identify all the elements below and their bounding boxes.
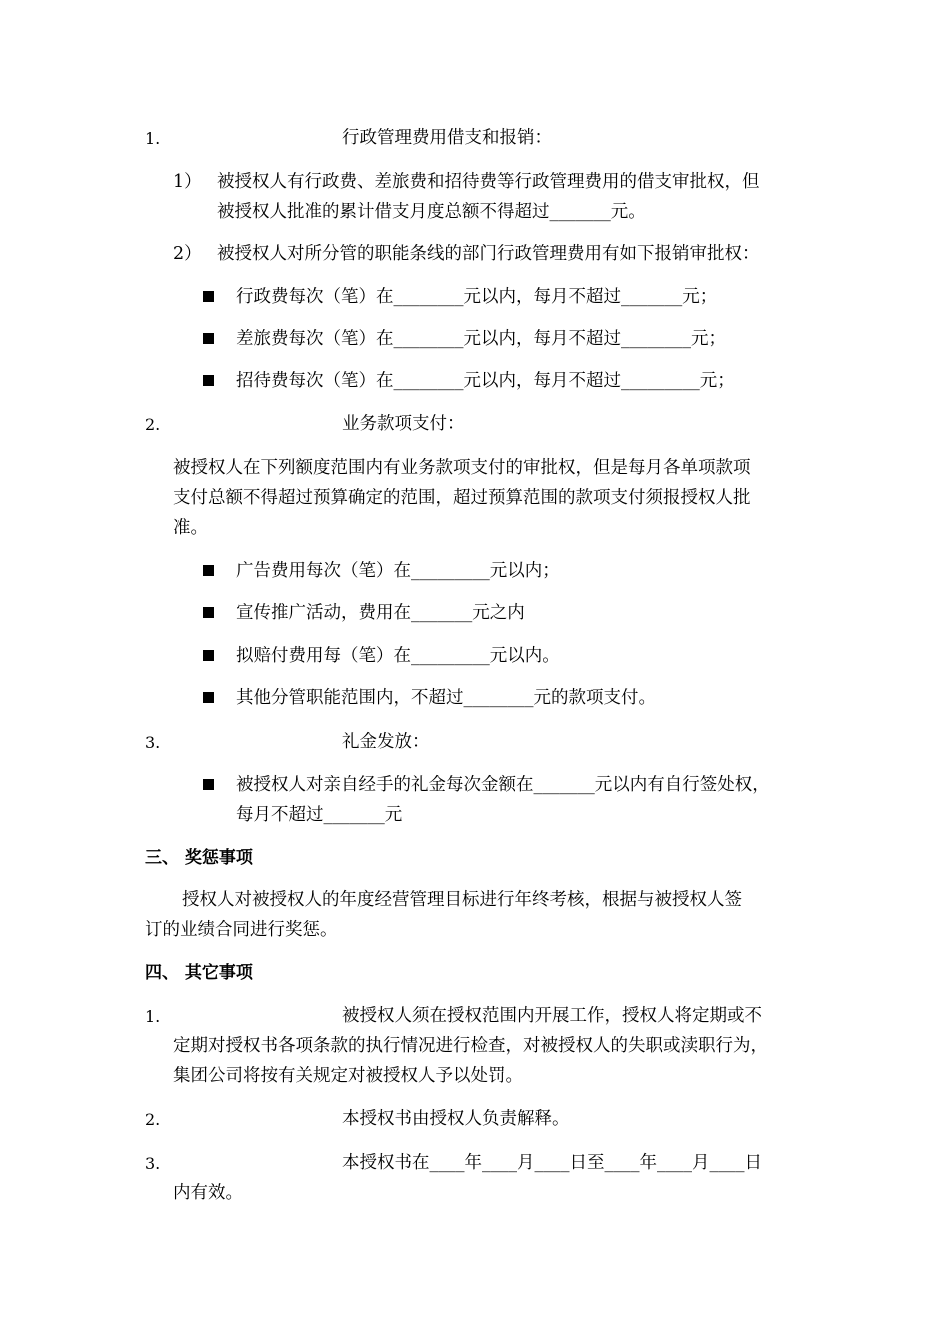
paragraph-line: 准。 [173, 518, 208, 538]
paragraph-line: 定期对授权书各项条款的执行情况进行检查，对被授权人的失职或渎职行为， [173, 1036, 768, 1056]
bullet-icon [203, 607, 214, 618]
paragraph-line: 被授权人在下列额度范围内有业务款项支付的审批权，但是每月各单项款项 [173, 458, 751, 478]
section-heading: 四、 其它事项 [145, 963, 253, 983]
item-number: 2. [145, 415, 161, 434]
bullet-icon [203, 333, 214, 344]
item-title: 礼金发放： [342, 732, 430, 752]
item-number: 2. [145, 1110, 161, 1129]
item-number: 1. [145, 1007, 161, 1026]
sub-text: 被授权人对所分管的职能条线的部门行政管理费用有如下报销审批权： [217, 244, 760, 264]
bullet-text: 每月不超过_______元 [236, 805, 403, 825]
bullet-text: 宣传推广活动，费用在_______元之内 [236, 603, 525, 623]
bullet-icon [203, 565, 214, 576]
paragraph-line: 本授权书在____年____月____日至____年____月____日 [342, 1153, 762, 1173]
section-heading: 三、 奖惩事项 [145, 848, 253, 868]
paragraph-line: 支付总额不得超过预算确定的范围，超过预算范围的款项支付须报授权人批 [173, 488, 751, 508]
bullet-text: 招待费每次（笔）在________元以内，每月不超过_________元； [236, 371, 735, 391]
bullet-icon [203, 779, 214, 790]
bullet-icon [203, 650, 214, 661]
bullet-icon [203, 692, 214, 703]
item-number: 3. [145, 733, 161, 752]
item-number: 1. [145, 129, 161, 148]
bullet-icon [203, 291, 214, 302]
item-number: 3. [145, 1154, 161, 1173]
sub-text: 被授权人有行政费、差旅费和招待费等行政管理费用的借支审批权，但 [217, 172, 760, 192]
paragraph-line: 内有效。 [173, 1183, 243, 1203]
sub-text: 被授权人批准的累计借支月度总额不得超过_______元。 [217, 202, 646, 222]
bullet-text: 广告费用每次（笔）在_________元以内； [236, 561, 560, 581]
sub-marker: 1） [173, 172, 202, 192]
sub-marker: 2） [173, 244, 202, 264]
bullet-text: 被授权人对亲自经手的礼金每次金额在_______元以内有自行签处权， [236, 775, 770, 795]
bullet-text: 差旅费每次（笔）在________元以内，每月不超过________元； [236, 329, 726, 349]
item-title: 业务款项支付： [342, 414, 465, 434]
bullet-text: 其他分管职能范围内，不超过________元的款项支付。 [236, 688, 656, 708]
paragraph-line: 授权人对被授权人的年度经营管理目标进行年终考核，根据与被授权人签 [182, 890, 742, 910]
paragraph-line: 集团公司将按有关规定对被授权人予以处罚。 [173, 1066, 523, 1086]
bullet-text: 拟赔付费用每（笔）在_________元以内。 [236, 646, 560, 666]
paragraph-line: 被授权人须在授权范围内开展工作，授权人将定期或不 [342, 1006, 762, 1026]
bullet-icon [203, 375, 214, 386]
bullet-text: 行政费每次（笔）在________元以内，每月不超过_______元； [236, 287, 718, 307]
paragraph-line: 本授权书由授权人负责解释。 [342, 1109, 570, 1129]
paragraph-line: 订的业绩合同进行奖惩。 [145, 920, 338, 940]
item-title: 行政管理费用借支和报销： [342, 128, 552, 148]
